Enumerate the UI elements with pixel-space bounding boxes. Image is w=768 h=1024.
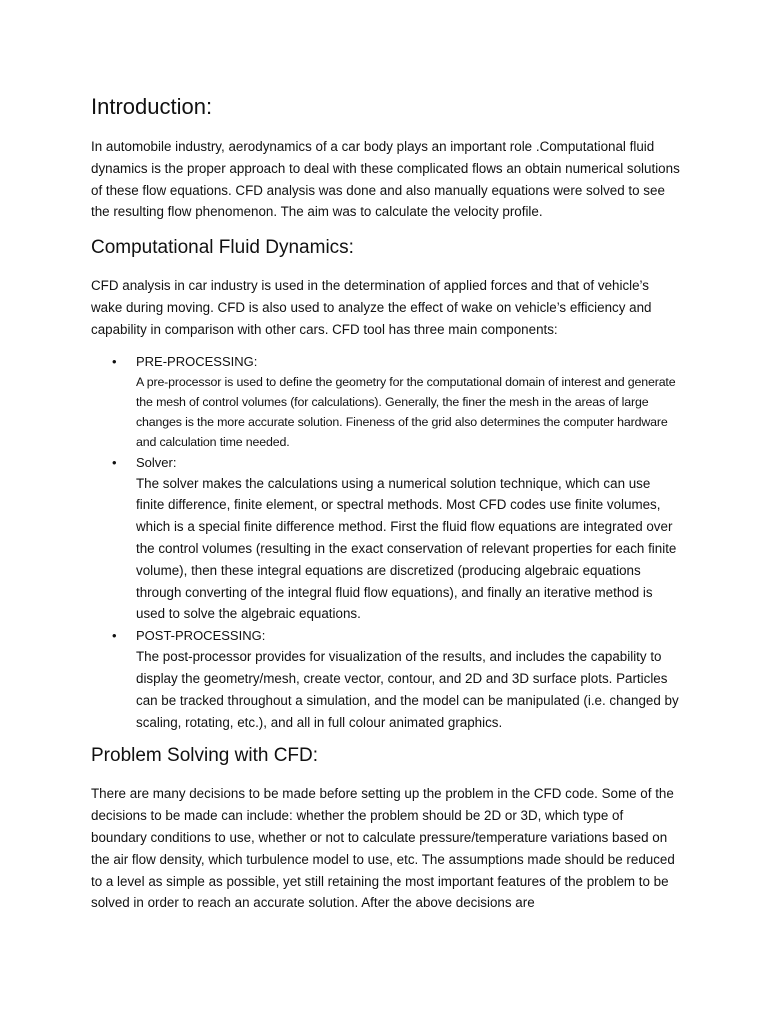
list-item-post-processing <box>91 625 681 733</box>
document-body <box>91 92 681 914</box>
list-item-text: The post-processor provides for visualization of the results, and includes the capability to display the geometry/mesh, create vector, contour, and 2D and 3D surface plots. Particles can be tracked throughout a simulation, and the model can be manipulated (i.e. changed by scaling, rotating, etc.), and all in full colour animated graphics. <box>136 649 679 730</box>
introduction-paragraph: In automobile industry, aerodynamics of a car body plays an important role .Computational fluid dynamics is the proper approach to deal with these complicated flows an obtain numerical solutions of these flow equations. CFD analysis was done and also manually equations were solved to see the resulting flow phenomenon. The aim was to calculate the velocity profile. <box>91 139 680 220</box>
cfd-components-list <box>91 351 681 734</box>
list-item-title: PRE-PROCESSING: <box>136 353 258 369</box>
bullet-icon: • <box>112 628 117 644</box>
bullet-icon: • <box>112 454 117 470</box>
list-item-title: POST-PROCESSING: <box>136 628 266 644</box>
bullet-icon: • <box>112 353 117 369</box>
section-heading-problem-solving: Problem Solving with CFD: <box>91 745 319 767</box>
list-item-text: A pre-processor is used to define the geometry for the computational domain of interest and generate the mesh of control volumes (for calculations). Generally, the finer the mesh in the areas of large changes is the more accurate solution. Fineness of the grid also determines the computer hardware and calculation time needed. <box>136 374 676 449</box>
list-item-solver <box>91 452 681 626</box>
section-heading-introduction: Introduction: <box>91 94 213 119</box>
list-item-title: Solver: <box>136 454 177 470</box>
problem-solving-paragraph: There are many decisions to be made before setting up the problem in the CFD code. Some of the decisions to be made can include: whether the problem should be 2D or 3D, which type of boundary conditions to use, whether or not to calculate pressure/temperature variations based on the air flow density, which turbulence model to use, etc. The assumptions made should be reduced to a level as simple as possible, yet still retaining the most important features of the problem to be solved in order to reach an accurate solution. After the above decisions are <box>91 786 675 911</box>
cfd-paragraph: CFD analysis in car industry is used in the determination of applied forces and that of vehicle’s wake during moving. CFD is also used to analyze the effect of wake on vehicle’s efficiency and capability in comparison with other cars. CFD tool has three main components: <box>91 278 652 337</box>
list-item-text: The solver makes the calculations using a numerical solution technique, which can use finite difference, finite element, or spectral methods. Most CFD codes use finite volumes, which is a special finite difference method. First the fluid flow equations are integrated over the control volumes (resulting in the exact conservation of relevant properties for each finite volume), then these integral equations are discretized (producing algebraic equations through converting of the integral fluid flow equations), and finally an iterative method is used to solve the algebraic equations. <box>136 475 677 622</box>
section-heading-computational-fluid-dynamics: Computational Fluid Dynamics: <box>91 237 354 259</box>
list-item-pre-processing <box>91 351 681 452</box>
